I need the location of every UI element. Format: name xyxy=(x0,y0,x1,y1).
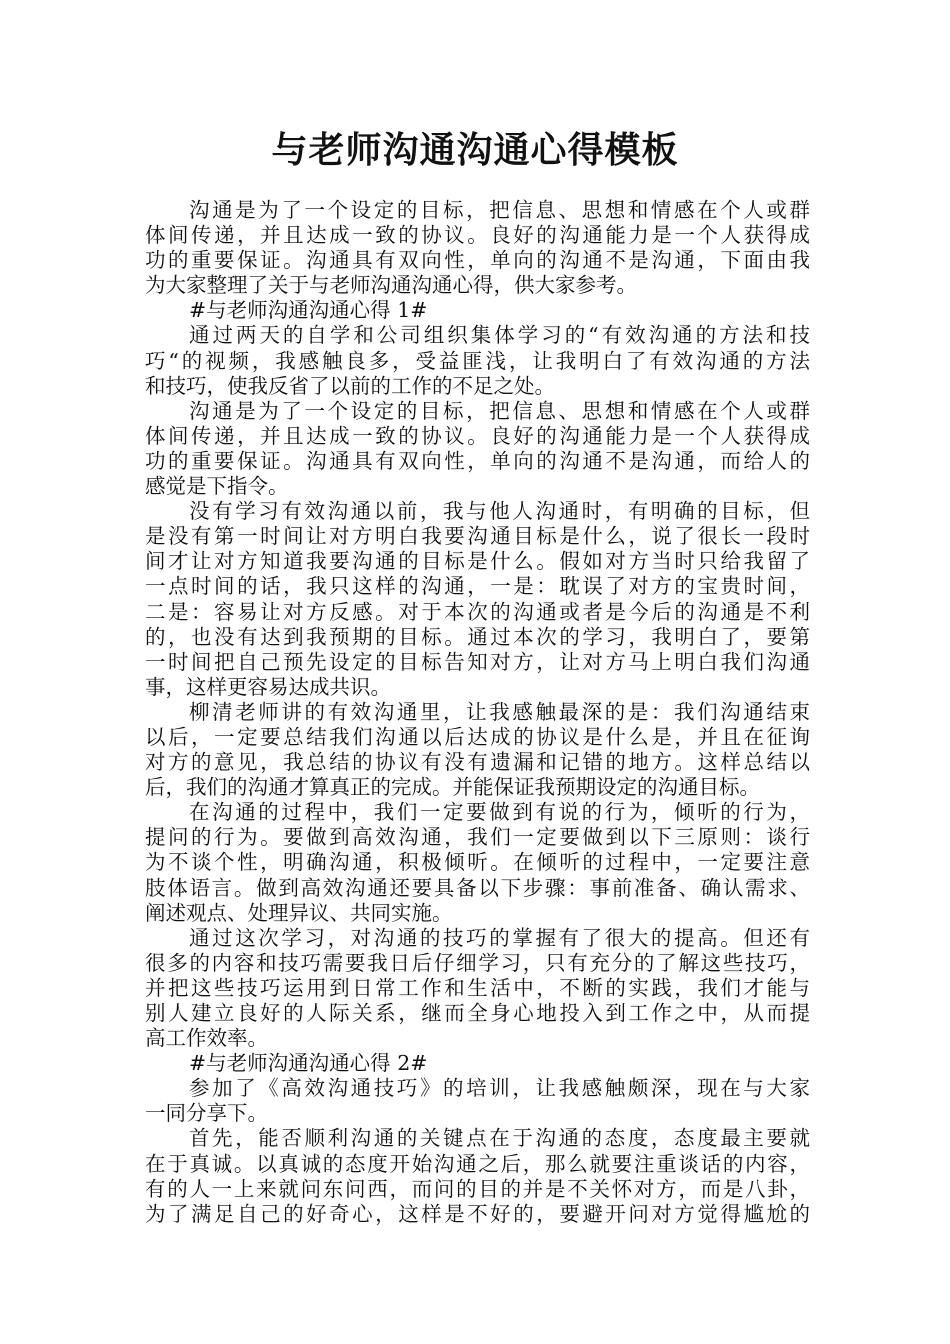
document-title: 与老师沟通沟通心得模板 xyxy=(271,129,679,171)
paragraph-line: 功的重要保证。沟通具有双向性，单向的沟通不是沟通，而给人的 xyxy=(145,448,810,473)
paragraph-line: 高工作效率。 xyxy=(145,1026,268,1051)
paragraph-line: 一同分享下。 xyxy=(145,1101,268,1126)
paragraph-line: 为大家整理了关于与老师沟通沟通心得，供大家参考。 xyxy=(145,273,637,298)
paragraph-line: 一点时间的话，我只这样的沟通，一是：耽误了对方的宝贵时间， xyxy=(145,574,810,599)
paragraph-line: 通过两天的自学和公司组织集体学习的“有效沟通的方法和技 xyxy=(189,323,810,348)
paragraph-line: 参加了《高效沟通技巧》的培训，让我感触颇深，现在与大家 xyxy=(189,1076,810,1101)
paragraph-line: 为了满足自己的好奇心，这样是不好的，要避开问对方觉得尴尬的 xyxy=(145,1201,810,1226)
paragraph xyxy=(145,1126,810,1226)
paragraph xyxy=(145,926,810,1051)
paragraph xyxy=(145,1076,810,1126)
paragraph-line: 阐述观点、处理异议、共同实施。 xyxy=(145,900,453,925)
paragraph xyxy=(145,399,810,499)
paragraph-line: 事，这样更容易达成共识。 xyxy=(145,674,391,699)
paragraph-line: 体间传递，并且达成一致的协议。良好的沟通能力是一个人获得成 xyxy=(145,423,810,448)
paragraph-line: 通过这次学习，对沟通的技巧的掌握有了很大的提高。但还有 xyxy=(189,925,810,950)
paragraph xyxy=(145,800,810,925)
paragraph xyxy=(145,298,810,323)
paragraph-line: 柳清老师讲的有效沟通里，让我感触最深的是：我们沟通结束 xyxy=(189,699,810,724)
paragraph-line: 有的人一上来就问东问西，而问的目的并是不关怀对方，而是八卦， xyxy=(145,1176,810,1201)
paragraph-line: 以后，一定要总结我们沟通以后达成的协议是什么是，并且在征询 xyxy=(145,724,810,749)
paragraph-line: 首先，能否顺利沟通的关键点在于沟通的态度，态度最主要就 xyxy=(189,1126,810,1151)
paragraph-line: 沟通是为了一个设定的目标，把信息、思想和情感在个人或群 xyxy=(189,398,810,423)
paragraph-line: 是没有第一时间让对方明白我要沟通目标是什么，说了很长一段时 xyxy=(145,524,810,549)
paragraph-line: 功的重要保证。沟通具有双向性，单向的沟通不是沟通，下面由我 xyxy=(145,248,810,273)
paragraph-line: 巧“的视频，我感触良多，受益匪浅，让我明白了有效沟通的方法 xyxy=(145,348,810,373)
paragraph-line: 间才让对方知道我要沟通的目标是什么。假如对方当时只给我留了 xyxy=(145,549,810,574)
paragraph-line: 在沟通的过程中，我们一定要做到有说的行为，倾听的行为， xyxy=(189,800,810,825)
paragraph-line: 沟通是为了一个设定的目标，把信息、思想和情感在个人或群 xyxy=(189,198,810,222)
paragraph-line: #与老师沟通沟通心得 1# xyxy=(189,298,428,323)
paragraph xyxy=(145,700,810,800)
document-body xyxy=(145,198,810,1227)
paragraph-line: 并把这些技巧运用到日常工作和生活中，不断的实践，我们才能与 xyxy=(145,975,810,1000)
paragraph xyxy=(145,198,810,298)
paragraph-line: 别人建立良好的人际关系，继而全身心地投入到工作之中，从而提 xyxy=(145,1001,810,1025)
paragraph xyxy=(145,323,810,398)
paragraph-line: 一时间把自己预先设定的目标告知对方，让对方马上明白我们沟通 xyxy=(145,649,810,674)
paragraph-line: 感觉是下指令。 xyxy=(145,474,289,499)
paragraph-line: 体间传递，并且达成一致的协议。良好的沟通能力是一个人获得成 xyxy=(145,223,810,248)
paragraph-line: 为不谈个性，明确沟通，积极倾听。在倾听的过程中，一定要注意 xyxy=(145,850,810,875)
paragraph-line: 提问的行为。要做到高效沟通，我们一定要做到以下三原则：谈行 xyxy=(145,825,810,850)
paragraph-line: 后，我们的沟通才算真正的完成。并能保证我预期设定的沟通目标。 xyxy=(145,775,760,800)
paragraph-line: #与老师沟通沟通心得 2# xyxy=(189,1051,428,1076)
paragraph-line: 很多的内容和技巧需要我日后仔细学习，只有充分的了解这些技巧， xyxy=(145,950,810,975)
paragraph xyxy=(145,499,810,700)
paragraph-line: 二是：容易让对方反感。对于本次的沟通或者是今后的沟通是不利 xyxy=(145,599,810,624)
paragraph-line: 和技巧，使我反省了以前的工作的不足之处。 xyxy=(145,373,555,398)
paragraph-line: 没有学习有效沟通以前，我与他人沟通时，有明确的目标，但 xyxy=(189,499,810,524)
paragraph-line: 肢体语言。做到高效沟通还要具备以下步骤：事前准备、确认需求、 xyxy=(145,875,810,900)
paragraph xyxy=(145,1051,810,1076)
paragraph-line: 的，也没有达到我预期的目标。通过本次的学习，我明白了，要第 xyxy=(145,624,810,649)
paragraph-line: 对方的意见，我总结的协议有没有遗漏和记错的地方。这样总结以 xyxy=(145,750,810,775)
paragraph-line: 在于真诚。以真诚的态度开始沟通之后，那么就要注重谈话的内容， xyxy=(145,1151,810,1176)
